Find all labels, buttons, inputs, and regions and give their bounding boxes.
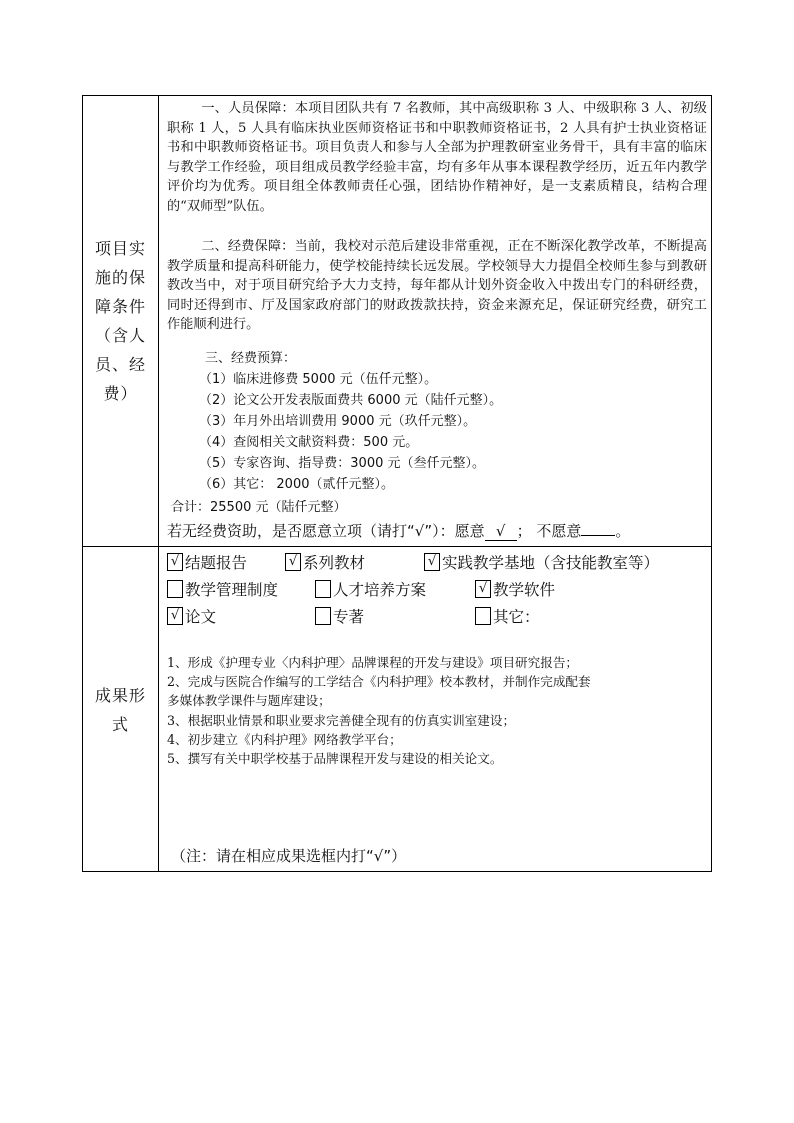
option-management[interactable] <box>167 578 278 600</box>
checkbox-management[interactable] <box>167 580 183 598</box>
outcome-form-content <box>159 547 711 872</box>
outcome-item: 3、根据职业情景和职业要求完善健全现有的仿真实训室建设； <box>167 713 516 728</box>
outcome-item: 多媒体教学课件与题库建设； <box>167 693 331 708</box>
personnel-paragraph: 一、人员保障：本项目团队共有 7 名教师，其中高级职称 3 人、中级职称 3 人、初级职称 1 人，5 人具有临床执业医师资格证书和中职教师资格证书，2 人具有护士执业资格证书和中职教师资格证书。项目负责人和参与人全部为护理教研室业务骨干，具有丰富的临床与教学工作经验，项目组成员教学经验丰富，均有多年从事本课程教学经历，近五年内教学评价均为优秀。项目组全体教师责任心强，团结协作精神好，是一支素质精良，结构合理的“双师型”队伍。 <box>167 101 707 214</box>
application-form-table <box>82 95 712 872</box>
funding-question <box>167 520 630 541</box>
option-label: 专著 <box>333 608 365 626</box>
option-label: 其它： <box>493 608 540 626</box>
option-paper[interactable] <box>167 605 216 627</box>
checkbox-other[interactable] <box>475 607 491 625</box>
outcome-form-label-cell <box>83 547 159 872</box>
option-other[interactable] <box>475 605 540 627</box>
outcome-form-label: 成果形式 <box>94 685 146 734</box>
funding-paragraph: 二、经费保障：当前，我校对示范后建设非常重视，正在不断深化教学改革，不断提高教学质量和提高科研能力，使学校能持续长远发展。学校领导大力提倡全校师生参与到教研教改当中，对于项目研究给予大力支持，每年都从计划外资金收入中拨出专门的科研经费，同时还得到市、厅及国家政府部门的财政拨款扶持，资金来源充足，保证研究经费，研究工作能顺利进行。 <box>167 239 707 333</box>
option-practice-base[interactable] <box>424 551 659 573</box>
checkbox-paper[interactable]: √ <box>167 607 183 625</box>
outcome-item: 1、形成《护理专业〈内科护理〉品牌课程的开发与建设》项目研究报告； <box>167 655 579 670</box>
support-conditions-row <box>83 96 711 547</box>
budget-total: 合计：25500 元（陆仟元整） <box>171 500 347 515</box>
option-report[interactable] <box>167 551 247 573</box>
outcome-form-row <box>83 547 711 872</box>
option-label: 教学管理制度 <box>185 581 279 599</box>
outcome-note: （注：请在相应成果选框内打“√”） <box>171 847 407 865</box>
budget-item: （4）查阅相关文献资料费：500 元。 <box>199 435 419 450</box>
budget-title: 三、经费预算： <box>205 351 297 366</box>
option-label: 教学软件 <box>493 581 556 599</box>
outcome-item: 4、初步建立《内科护理》网络教学平台； <box>167 732 402 747</box>
checkbox-monograph[interactable] <box>315 607 331 625</box>
willing-blank[interactable]: √ <box>485 522 517 541</box>
unwilling-blank[interactable] <box>581 535 615 536</box>
budget-item: （3）年月外出培训费用 9000 元（玖仟元整）。 <box>199 414 477 429</box>
support-conditions-label-cell <box>83 96 159 546</box>
budget-item: （6）其它： 2000（贰仟元整）。 <box>199 477 394 492</box>
option-monograph[interactable] <box>315 605 364 627</box>
checkbox-report[interactable]: √ <box>167 553 183 571</box>
question-mid: ； 不愿意 <box>516 522 582 540</box>
option-label: 人才培养方案 <box>333 581 427 599</box>
outcome-item: 5、撰写有关中职学校基于品牌课程开发与建设的相关论文。 <box>167 751 503 766</box>
question-end: 。 <box>615 522 631 540</box>
budget-item: （1）临床进修费 5000 元（伍仟元整）。 <box>199 372 438 387</box>
option-textbooks[interactable] <box>285 551 365 573</box>
checkbox-practice-base[interactable]: √ <box>424 553 440 571</box>
option-label: 结题报告 <box>185 554 248 572</box>
option-label: 论文 <box>185 608 217 626</box>
option-label: 实践教学基地（含技能教室等） <box>442 554 660 572</box>
support-conditions-content <box>159 96 711 546</box>
checkbox-training-plan[interactable] <box>315 580 331 598</box>
checkbox-software[interactable]: √ <box>475 580 491 598</box>
option-label: 系列教材 <box>303 554 366 572</box>
budget-item: （5）专家咨询、指导费：3000 元（叁仟元整）。 <box>199 456 485 471</box>
option-training-plan[interactable] <box>315 578 426 600</box>
support-conditions-label: 项目实施的保障条件（含人员、经费） <box>94 239 146 403</box>
option-software[interactable] <box>475 578 555 600</box>
budget-item: （2）论文公开发表版面费共 6000 元（陆仟元整）。 <box>199 393 503 408</box>
question-prefix: 若无经费资助，是否愿意立项（请打“√”）：愿意 <box>167 522 485 540</box>
outcome-item: 2、完成与医院合作编写的工学结合《内科护理》校本教材，并制作完成配套 <box>167 674 591 689</box>
checkbox-textbooks[interactable]: √ <box>285 553 301 571</box>
